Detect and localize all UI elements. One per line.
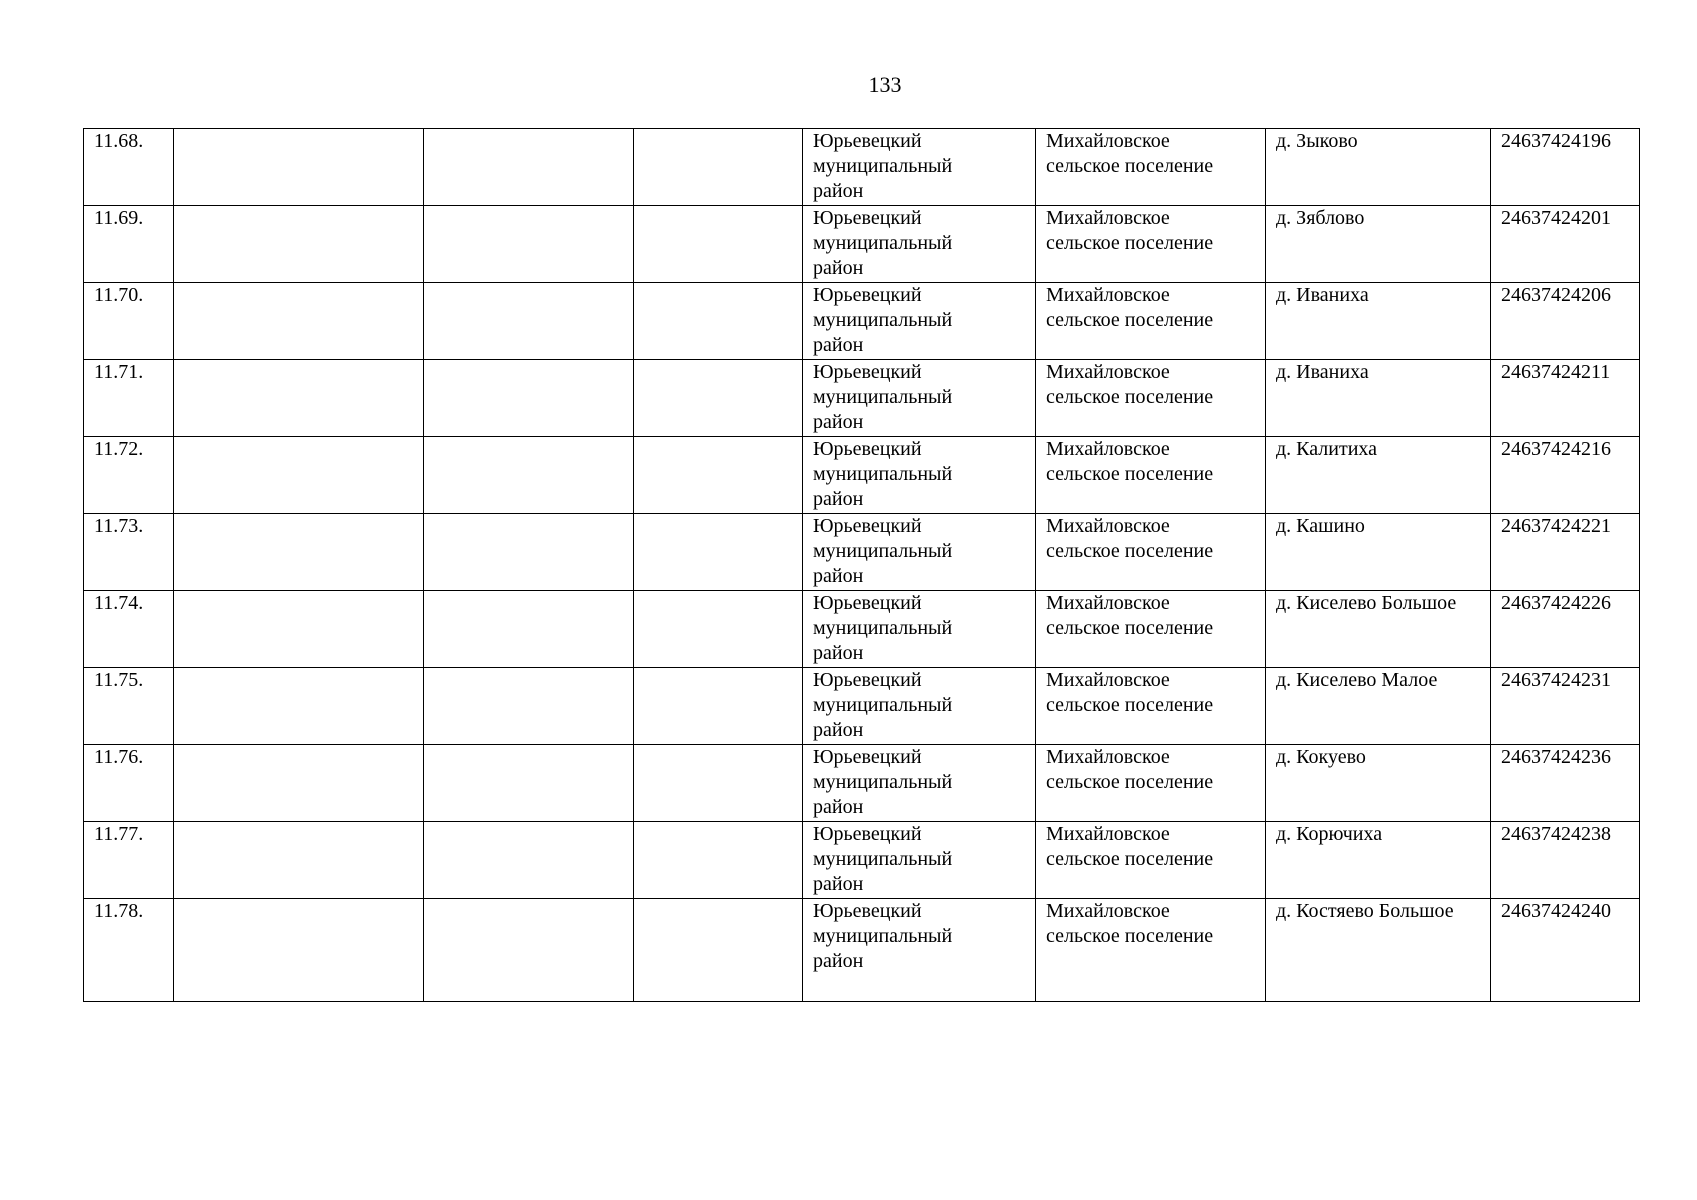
municipality-cell xyxy=(1036,360,1266,437)
row-number-cell: 11.72. xyxy=(84,437,174,514)
municipality-line: Михайловское xyxy=(1046,515,1170,537)
table-row xyxy=(84,591,1640,668)
district-cell xyxy=(803,437,1036,514)
municipality-line: Михайловское xyxy=(1046,900,1170,922)
municipality-cell xyxy=(1036,668,1266,745)
municipality-line: сельское поселение xyxy=(1046,694,1214,716)
district-line: район xyxy=(813,873,864,895)
empty-cell xyxy=(424,745,634,822)
settlement-cell: д. Калитиха xyxy=(1266,437,1491,514)
row-number-cell: 11.75. xyxy=(84,668,174,745)
district-line: Юрьевецкий xyxy=(813,515,922,537)
empty-cell xyxy=(174,129,424,206)
district-cell xyxy=(803,668,1036,745)
empty-cell xyxy=(424,283,634,360)
settlements-table xyxy=(83,128,1640,1002)
empty-cell xyxy=(174,360,424,437)
empty-cell xyxy=(424,822,634,899)
municipality-line: Михайловское xyxy=(1046,669,1170,691)
district-cell xyxy=(803,283,1036,360)
municipality-line: сельское поселение xyxy=(1046,155,1214,177)
municipality-line: Михайловское xyxy=(1046,284,1170,306)
district-line: муниципальный xyxy=(813,155,953,177)
municipality-cell xyxy=(1036,129,1266,206)
table-row xyxy=(84,206,1640,283)
district-line: Юрьевецкий xyxy=(813,823,922,845)
row-number-cell: 11.73. xyxy=(84,514,174,591)
table-row xyxy=(84,899,1640,1002)
empty-cell xyxy=(174,283,424,360)
oktmo-code-cell: 24637424226 xyxy=(1491,591,1640,668)
municipality-cell xyxy=(1036,283,1266,360)
table-row xyxy=(84,514,1640,591)
empty-cell xyxy=(174,591,424,668)
district-line: муниципальный xyxy=(813,771,953,793)
municipality-cell xyxy=(1036,822,1266,899)
municipality-line: Михайловское xyxy=(1046,823,1170,845)
table-body xyxy=(84,129,1640,1002)
table-row xyxy=(84,822,1640,899)
district-line: район xyxy=(813,642,864,664)
municipality-line: Михайловское xyxy=(1046,361,1170,383)
municipality-line: сельское поселение xyxy=(1046,617,1214,639)
table-row xyxy=(84,668,1640,745)
settlement-cell: д. Корючиха xyxy=(1266,822,1491,899)
empty-cell xyxy=(424,206,634,283)
empty-cell xyxy=(634,514,803,591)
row-number-cell: 11.76. xyxy=(84,745,174,822)
empty-cell xyxy=(634,591,803,668)
empty-cell xyxy=(634,206,803,283)
district-cell xyxy=(803,514,1036,591)
district-line: район xyxy=(813,796,864,818)
oktmo-code-cell: 24637424231 xyxy=(1491,668,1640,745)
page-number: 133 xyxy=(868,72,902,97)
municipality-line: сельское поселение xyxy=(1046,463,1214,485)
table-row xyxy=(84,129,1640,206)
settlement-cell: д. Зыково xyxy=(1266,129,1491,206)
district-line: район xyxy=(813,488,864,510)
district-cell xyxy=(803,822,1036,899)
municipality-line: сельское поселение xyxy=(1046,925,1214,947)
municipality-cell xyxy=(1036,206,1266,283)
row-number-cell: 11.70. xyxy=(84,283,174,360)
district-line: Юрьевецкий xyxy=(813,900,922,922)
municipality-line: Михайловское xyxy=(1046,746,1170,768)
settlement-cell: д. Киселево Большое xyxy=(1266,591,1491,668)
empty-cell xyxy=(424,437,634,514)
table-row xyxy=(84,360,1640,437)
district-line: муниципальный xyxy=(813,925,953,947)
municipality-line: сельское поселение xyxy=(1046,771,1214,793)
district-line: муниципальный xyxy=(813,848,953,870)
district-line: район xyxy=(813,565,864,587)
empty-cell xyxy=(174,822,424,899)
district-line: Юрьевецкий xyxy=(813,207,922,229)
row-number-cell: 11.78. xyxy=(84,899,174,1002)
municipality-line: Михайловское xyxy=(1046,130,1170,152)
empty-cell xyxy=(424,514,634,591)
empty-cell xyxy=(174,668,424,745)
municipality-cell xyxy=(1036,899,1266,1002)
district-line: муниципальный xyxy=(813,540,953,562)
municipality-line: сельское поселение xyxy=(1046,309,1214,331)
row-number-cell: 11.77. xyxy=(84,822,174,899)
municipality-line: сельское поселение xyxy=(1046,232,1214,254)
municipality-line: Михайловское xyxy=(1046,592,1170,614)
district-cell xyxy=(803,129,1036,206)
district-cell xyxy=(803,899,1036,1002)
oktmo-code-cell: 24637424236 xyxy=(1491,745,1640,822)
empty-cell xyxy=(174,514,424,591)
oktmo-code-cell: 24637424211 xyxy=(1491,360,1640,437)
district-line: район xyxy=(813,334,864,356)
district-line: Юрьевецкий xyxy=(813,361,922,383)
oktmo-code-cell: 24637424240 xyxy=(1491,899,1640,1002)
table-row xyxy=(84,745,1640,822)
municipality-line: сельское поселение xyxy=(1046,848,1214,870)
empty-cell xyxy=(634,745,803,822)
empty-cell xyxy=(634,899,803,1002)
municipality-cell xyxy=(1036,591,1266,668)
district-line: муниципальный xyxy=(813,694,953,716)
settlement-cell: д. Зяблово xyxy=(1266,206,1491,283)
settlement-cell: д. Кокуево xyxy=(1266,745,1491,822)
settlement-cell: д. Костяево Большое xyxy=(1266,899,1491,1002)
oktmo-code-cell: 24637424196 xyxy=(1491,129,1640,206)
district-line: муниципальный xyxy=(813,386,953,408)
empty-cell xyxy=(634,283,803,360)
district-line: район xyxy=(813,257,864,279)
district-line: район xyxy=(813,180,864,202)
district-line: Юрьевецкий xyxy=(813,130,922,152)
row-number-cell: 11.74. xyxy=(84,591,174,668)
empty-cell xyxy=(174,745,424,822)
district-line: муниципальный xyxy=(813,309,953,331)
empty-cell xyxy=(424,668,634,745)
empty-cell xyxy=(424,129,634,206)
district-cell xyxy=(803,745,1036,822)
district-cell xyxy=(803,591,1036,668)
district-cell xyxy=(803,206,1036,283)
district-line: район xyxy=(813,411,864,433)
district-line: Юрьевецкий xyxy=(813,284,922,306)
municipality-cell xyxy=(1036,745,1266,822)
empty-cell xyxy=(174,437,424,514)
municipality-line: Михайловское xyxy=(1046,438,1170,460)
row-number-cell: 11.68. xyxy=(84,129,174,206)
empty-cell xyxy=(634,360,803,437)
empty-cell xyxy=(634,668,803,745)
row-number-cell: 11.69. xyxy=(84,206,174,283)
oktmo-code-cell: 24637424238 xyxy=(1491,822,1640,899)
district-line: муниципальный xyxy=(813,232,953,254)
oktmo-code-cell: 24637424216 xyxy=(1491,437,1640,514)
district-line: Юрьевецкий xyxy=(813,438,922,460)
municipality-line: Михайловское xyxy=(1046,207,1170,229)
district-line: район xyxy=(813,719,864,741)
row-number-cell: 11.71. xyxy=(84,360,174,437)
empty-cell xyxy=(424,899,634,1002)
empty-cell xyxy=(424,591,634,668)
empty-cell xyxy=(634,437,803,514)
district-line: Юрьевецкий xyxy=(813,746,922,768)
district-line: муниципальный xyxy=(813,617,953,639)
municipality-line: сельское поселение xyxy=(1046,540,1214,562)
settlement-cell: д. Иваниха xyxy=(1266,360,1491,437)
oktmo-code-cell: 24637424221 xyxy=(1491,514,1640,591)
district-cell xyxy=(803,360,1036,437)
table-row xyxy=(84,437,1640,514)
empty-cell xyxy=(174,899,424,1002)
district-line: район xyxy=(813,950,864,972)
settlement-cell: д. Киселево Малое xyxy=(1266,668,1491,745)
oktmo-code-cell: 24637424206 xyxy=(1491,283,1640,360)
empty-cell xyxy=(634,129,803,206)
oktmo-code-cell: 24637424201 xyxy=(1491,206,1640,283)
municipality-cell xyxy=(1036,514,1266,591)
municipality-line: сельское поселение xyxy=(1046,386,1214,408)
empty-cell xyxy=(634,822,803,899)
empty-cell xyxy=(174,206,424,283)
district-line: Юрьевецкий xyxy=(813,669,922,691)
table-row xyxy=(84,283,1640,360)
settlement-cell: д. Кашино xyxy=(1266,514,1491,591)
district-line: муниципальный xyxy=(813,463,953,485)
municipality-cell xyxy=(1036,437,1266,514)
district-line: Юрьевецкий xyxy=(813,592,922,614)
settlement-cell: д. Иваниха xyxy=(1266,283,1491,360)
empty-cell xyxy=(424,360,634,437)
